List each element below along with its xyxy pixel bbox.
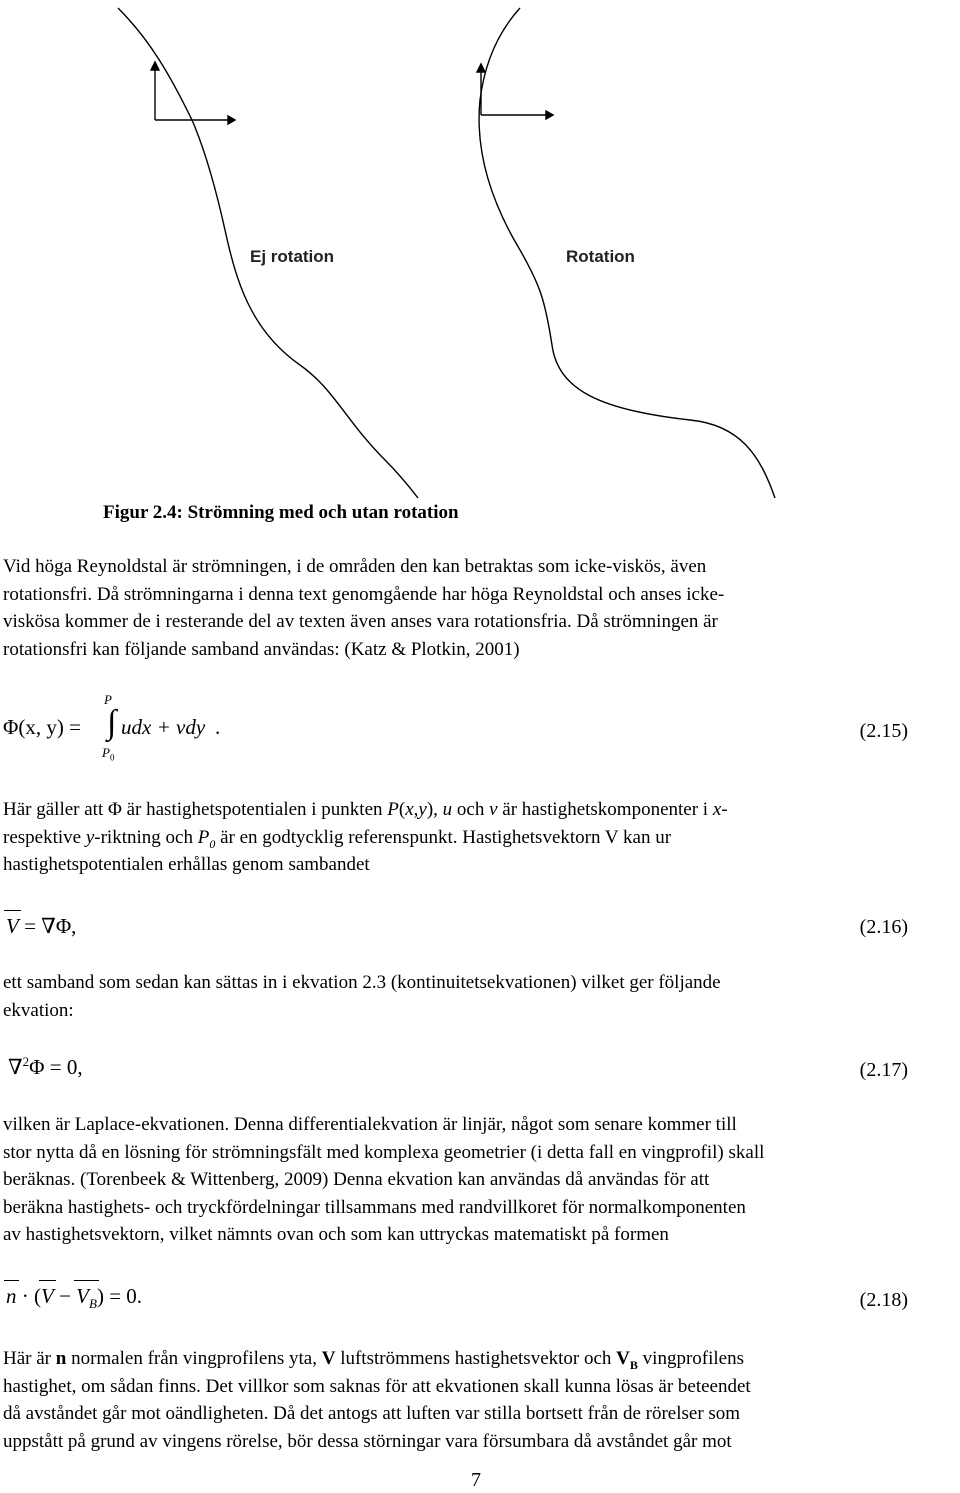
para4-line-4: beräkna hastighets- och tryckfördelningar tillsammans med randvillkoret för normalkomponenten	[3, 1196, 746, 1218]
eq217-expr: ∇$^2$Φ = 0,	[8, 1054, 83, 1079]
label-rotation: Rotation	[566, 247, 635, 266]
paragraph-4	[3, 1111, 960, 1249]
streamline-figure	[0, 0, 960, 500]
eq218-expr: $n \cdot (V - V_B) = 0$.	[6, 1284, 143, 1312]
para4-line-1: vilken är Laplace-ekvationen. Denna differentialekvation är linjär, något som senare kommer till	[3, 1114, 737, 1135]
left-vectors	[151, 62, 235, 124]
eq215-lhs: Φ(x, y) =	[3, 715, 81, 739]
eq215-end: .	[215, 715, 221, 739]
label-ej-rotation: Ej rotation	[250, 247, 335, 266]
para1-line-4: rotationsfri kan följande samband användas: (Katz & Plotkin, 2001)	[3, 638, 520, 660]
eq215-upper-limit: P	[104, 692, 112, 707]
integral-sign: ∫	[107, 704, 117, 741]
para5-line-4: uppstått på grund av vingens rörelse, bör dessa störningar vara försumbara då avståndet går mot	[3, 1430, 732, 1452]
para5-line-1: Här är n normalen från vingprofilens yta, V luftströmmens hastighetsvektor och $V_B$ vingprofilens	[3, 1348, 744, 1372]
para3-line-2: ekvation:	[3, 999, 74, 1021]
para1-line-1: Vid höga Reynoldstal är strömningen, i de områden den kan betraktas som icke-viskös, även	[3, 556, 707, 577]
eq218-number: (2.18)	[859, 1289, 908, 1311]
para5-line-2: hastighet, om sådan finns. Det villkor som saknas för att ekvationen skall kunna lösas är beteendet	[3, 1375, 751, 1397]
equation-2-17	[3, 1052, 960, 1092]
equation-2-16	[3, 912, 960, 952]
right-vectors	[477, 64, 553, 119]
paragraph-1	[3, 553, 960, 663]
paragraph-2	[3, 796, 960, 879]
para2-line-2: respektive y-riktning och $P_0$ är en godtycklig referenspunkt. Hastighetsvektorn V kan ur	[3, 826, 672, 851]
para1-line-2: rotationsfri. Då strömningarna i denna text genomgående har höga Reynoldstal och anses icke-	[3, 583, 725, 605]
para1-line-3: viskösa kommer de i resterande del av texten även anses vara rotationsfria. Då strömningen är	[3, 611, 718, 632]
para4-line-5: av hastighetsvektorn, vilket nämnts ovan och som kan uttryckas matematiskt på formen	[3, 1224, 669, 1245]
equation-2-18	[3, 1282, 960, 1322]
paragraph-3	[3, 969, 960, 1024]
para2-line-1: Här gäller att Φ är hastighetspotentialen i punkten P(x,y), u och v är hastighetskomponenter i x-	[3, 799, 728, 820]
para5-line-3: då avståndet går mot oändligheten. Då det antogs att luften var stilla bortsett från de rörelser som	[3, 1403, 741, 1424]
eq215-lower-limit: $P_0$	[102, 745, 115, 763]
para4-line-2: stor nytta då en lösning för strömningsfält med komplexa geometrier (i detta fall en vingprofil) skall	[3, 1141, 765, 1163]
para3-line-1: ett samband som sedan kan sättas in i ekvation 2.3 (kontinuitetsekvationen) vilket ger följande	[3, 972, 721, 993]
page-number: 7	[471, 1469, 481, 1491]
eq215-integrand: udx + vdy	[121, 715, 206, 739]
eq215-number: (2.15)	[859, 720, 908, 742]
para4-line-3: beräknas. (Torenbeek & Wittenberg, 2009) Denna ekvation kan användas då användas för att	[3, 1169, 710, 1190]
eq216-expr: V = ∇Φ,	[6, 914, 77, 938]
para2-line-3: hastighetspotentialen erhållas genom sambandet	[3, 854, 370, 875]
eq217-number: (2.17)	[859, 1059, 908, 1081]
figure-caption: Figur 2.4: Strömning med och utan rotation	[103, 502, 459, 523]
eq216-number: (2.16)	[859, 916, 908, 938]
paragraph-5	[3, 1345, 960, 1455]
equation-2-15	[3, 690, 960, 770]
